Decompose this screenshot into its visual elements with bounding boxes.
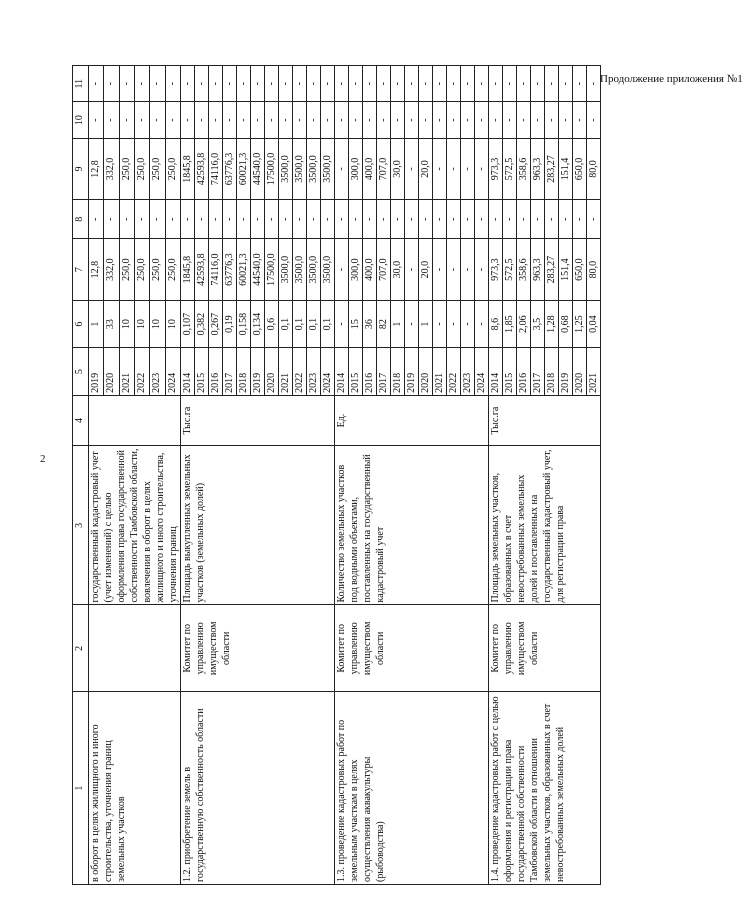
value-cell: - bbox=[134, 200, 149, 239]
value-cell: - bbox=[433, 239, 447, 300]
value-cell: 63776,3 bbox=[223, 138, 237, 199]
value-cell: 2,06 bbox=[517, 300, 531, 348]
value-cell: - bbox=[321, 200, 335, 239]
value-cell: 572,5 bbox=[503, 239, 517, 300]
value-cell: 0,19 bbox=[223, 300, 237, 348]
table-row bbox=[489, 66, 503, 885]
value-cell: 0,158 bbox=[237, 300, 251, 348]
year-cell: 2014 bbox=[489, 348, 503, 396]
value-cell: 3500,0 bbox=[293, 239, 307, 300]
value-cell: - bbox=[349, 66, 363, 102]
value-cell: 332,0 bbox=[104, 239, 119, 300]
value-cell: 0,382 bbox=[195, 300, 209, 348]
value-cell: 33 bbox=[104, 300, 119, 348]
value-cell: 963,3 bbox=[531, 239, 545, 300]
value-cell: 151,4 bbox=[559, 138, 573, 199]
value-cell: 44540,0 bbox=[251, 239, 265, 300]
value-cell: - bbox=[181, 200, 195, 239]
table-row bbox=[335, 66, 349, 885]
value-cell: - bbox=[391, 102, 405, 138]
value-cell: 151,4 bbox=[559, 239, 573, 300]
value-cell: - bbox=[349, 200, 363, 239]
value-cell: - bbox=[531, 102, 545, 138]
value-cell: - bbox=[503, 200, 517, 239]
year-cell: 2021 bbox=[279, 348, 293, 396]
value-cell: - bbox=[209, 66, 223, 102]
year-cell: 2021 bbox=[119, 348, 134, 396]
executor: Комитет по управлению имуществом области bbox=[489, 605, 601, 692]
value-cell: - bbox=[587, 66, 601, 102]
value-cell: - bbox=[265, 66, 279, 102]
value-cell: 250,0 bbox=[165, 239, 180, 300]
value-cell: - bbox=[119, 200, 134, 239]
value-cell: - bbox=[89, 200, 104, 239]
indicator: Площадь земельных участков, образованных в счет невостребованных земельных долей и поставленных на государственный кадастровый учет, для регистрации права bbox=[489, 446, 601, 605]
value-cell: 74116,0 bbox=[209, 138, 223, 199]
value-cell: 1845,8 bbox=[181, 239, 195, 300]
column-number: 1 bbox=[73, 692, 89, 885]
value-cell: 250,0 bbox=[150, 138, 165, 199]
value-cell: 10 bbox=[119, 300, 134, 348]
year-cell: 2021 bbox=[433, 348, 447, 396]
value-cell: - bbox=[181, 66, 195, 102]
value-cell: 283,27 bbox=[545, 239, 559, 300]
value-cell: - bbox=[447, 138, 461, 199]
value-cell: - bbox=[475, 66, 489, 102]
year-cell: 2021 bbox=[587, 348, 601, 396]
value-cell: 400,0 bbox=[363, 138, 377, 199]
value-cell: - bbox=[251, 66, 265, 102]
value-cell: - bbox=[573, 102, 587, 138]
value-cell: 3500,0 bbox=[321, 239, 335, 300]
continuation-label: Продолжение приложения №1 bbox=[600, 73, 743, 85]
year-cell: 2014 bbox=[335, 348, 349, 396]
value-cell: - bbox=[363, 102, 377, 138]
value-cell: - bbox=[165, 102, 180, 138]
value-cell: 3500,0 bbox=[279, 138, 293, 199]
value-cell: - bbox=[150, 66, 165, 102]
value-cell: 0,1 bbox=[321, 300, 335, 348]
value-cell: 74116,0 bbox=[209, 239, 223, 300]
value-cell: - bbox=[209, 102, 223, 138]
value-cell: - bbox=[119, 66, 134, 102]
value-cell: 1,28 bbox=[545, 300, 559, 348]
value-cell: - bbox=[573, 66, 587, 102]
value-cell: - bbox=[165, 200, 180, 239]
year-cell: 2019 bbox=[405, 348, 419, 396]
value-cell: 3500,0 bbox=[307, 138, 321, 199]
value-cell: 1845,8 bbox=[181, 138, 195, 199]
value-cell: 12,8 bbox=[89, 138, 104, 199]
value-cell: - bbox=[405, 66, 419, 102]
value-cell: 283,27 bbox=[545, 138, 559, 199]
year-cell: 2017 bbox=[377, 348, 391, 396]
value-cell: 36 bbox=[363, 300, 377, 348]
unit: Тыс.га bbox=[181, 395, 335, 445]
value-cell: 973,3 bbox=[489, 138, 503, 199]
value-cell: - bbox=[335, 239, 349, 300]
value-cell: 250,0 bbox=[134, 239, 149, 300]
year-cell: 2018 bbox=[545, 348, 559, 396]
indicator: государственный кадастровый учет (учет изменений) с целью оформления права государственной собственности Тамбовской области, вовлечения в оборот в целях жилищного и иного строительства, уточнения границ bbox=[89, 446, 181, 605]
value-cell: 300,0 bbox=[349, 239, 363, 300]
value-cell: 250,0 bbox=[119, 239, 134, 300]
value-cell: 1,25 bbox=[573, 300, 587, 348]
value-cell: 42593,8 bbox=[195, 138, 209, 199]
value-cell: 60021,3 bbox=[237, 138, 251, 199]
value-cell: - bbox=[545, 66, 559, 102]
value-cell: - bbox=[461, 239, 475, 300]
value-cell: - bbox=[335, 138, 349, 199]
value-cell: - bbox=[433, 66, 447, 102]
executor: Комитет по управлению имуществом области bbox=[181, 605, 335, 692]
value-cell: 973,3 bbox=[489, 239, 503, 300]
activity-name: 1.3. проведение кадастровых работ по земельным участкам в целях осуществления аквакультуры (рыбоводства) bbox=[335, 692, 489, 885]
value-cell: - bbox=[559, 200, 573, 239]
value-cell: - bbox=[475, 102, 489, 138]
year-cell: 2022 bbox=[134, 348, 149, 396]
value-cell: - bbox=[377, 66, 391, 102]
year-cell: 2016 bbox=[209, 348, 223, 396]
value-cell: 650,0 bbox=[573, 239, 587, 300]
value-cell: - bbox=[405, 239, 419, 300]
value-cell: - bbox=[251, 200, 265, 239]
value-cell: 250,0 bbox=[165, 138, 180, 199]
unit: Тыс.га bbox=[489, 395, 601, 445]
value-cell: 963,3 bbox=[531, 138, 545, 199]
value-cell: 17500,0 bbox=[265, 239, 279, 300]
year-cell: 2016 bbox=[363, 348, 377, 396]
value-cell: 0,6 bbox=[265, 300, 279, 348]
value-cell: - bbox=[503, 102, 517, 138]
value-cell: - bbox=[405, 200, 419, 239]
value-cell: - bbox=[104, 102, 119, 138]
value-cell: 3500,0 bbox=[279, 239, 293, 300]
year-cell: 2019 bbox=[89, 348, 104, 396]
value-cell: 10 bbox=[165, 300, 180, 348]
year-cell: 2024 bbox=[165, 348, 180, 396]
value-cell: 650,0 bbox=[573, 138, 587, 199]
column-number: 4 bbox=[73, 395, 89, 445]
year-cell: 2019 bbox=[251, 348, 265, 396]
value-cell: 358,6 bbox=[517, 239, 531, 300]
table-body bbox=[73, 66, 601, 885]
page-number: 2 bbox=[40, 453, 46, 465]
value-cell: - bbox=[307, 200, 321, 239]
value-cell: - bbox=[293, 102, 307, 138]
value-cell: - bbox=[503, 66, 517, 102]
value-cell: 80,0 bbox=[587, 138, 601, 199]
value-cell: - bbox=[150, 102, 165, 138]
value-cell: - bbox=[89, 102, 104, 138]
value-cell: - bbox=[475, 239, 489, 300]
activity-name: 1.2. приобретение земель в государственную собственность области bbox=[181, 692, 335, 885]
value-cell: - bbox=[433, 102, 447, 138]
value-cell: 0,68 bbox=[559, 300, 573, 348]
value-cell: - bbox=[517, 102, 531, 138]
value-cell: 250,0 bbox=[134, 138, 149, 199]
value-cell: 0,04 bbox=[587, 300, 601, 348]
value-cell: - bbox=[475, 200, 489, 239]
year-cell: 2020 bbox=[265, 348, 279, 396]
year-cell: 2022 bbox=[293, 348, 307, 396]
value-cell: - bbox=[321, 66, 335, 102]
value-cell: 80,0 bbox=[587, 239, 601, 300]
value-cell: 3500,0 bbox=[293, 138, 307, 199]
value-cell: - bbox=[349, 102, 363, 138]
value-cell: - bbox=[475, 138, 489, 199]
value-cell: 42593,8 bbox=[195, 239, 209, 300]
value-cell: 30,0 bbox=[391, 239, 405, 300]
value-cell: 0,1 bbox=[279, 300, 293, 348]
year-cell: 2016 bbox=[517, 348, 531, 396]
value-cell: - bbox=[293, 200, 307, 239]
value-cell: - bbox=[335, 102, 349, 138]
value-cell: - bbox=[89, 66, 104, 102]
value-cell: - bbox=[545, 102, 559, 138]
value-cell: - bbox=[489, 66, 503, 102]
value-cell: 1 bbox=[419, 300, 433, 348]
value-cell: - bbox=[119, 102, 134, 138]
year-cell: 2023 bbox=[307, 348, 321, 396]
value-cell: - bbox=[209, 200, 223, 239]
value-cell: - bbox=[237, 102, 251, 138]
column-number: 11 bbox=[73, 66, 89, 102]
value-cell: 1 bbox=[89, 300, 104, 348]
indicator: Количество земельных участков под водными объектами, поставленных на государственный кадастровый учет bbox=[335, 446, 489, 605]
column-number: 9 bbox=[73, 138, 89, 199]
value-cell: - bbox=[545, 200, 559, 239]
value-cell: - bbox=[195, 66, 209, 102]
value-cell: 15 bbox=[349, 300, 363, 348]
year-cell: 2017 bbox=[531, 348, 545, 396]
value-cell: 400,0 bbox=[363, 239, 377, 300]
year-cell: 2018 bbox=[237, 348, 251, 396]
value-cell: - bbox=[223, 102, 237, 138]
value-cell: - bbox=[587, 200, 601, 239]
value-cell: 250,0 bbox=[150, 239, 165, 300]
value-cell: - bbox=[419, 66, 433, 102]
value-cell: - bbox=[251, 102, 265, 138]
table-row bbox=[89, 66, 104, 885]
value-cell: 3,5 bbox=[531, 300, 545, 348]
value-cell: - bbox=[265, 102, 279, 138]
value-cell: 572,5 bbox=[503, 138, 517, 199]
value-cell: 30,0 bbox=[391, 138, 405, 199]
value-cell: - bbox=[559, 66, 573, 102]
value-cell: - bbox=[237, 66, 251, 102]
value-cell: 60021,3 bbox=[237, 239, 251, 300]
value-cell: - bbox=[237, 200, 251, 239]
value-cell: - bbox=[405, 102, 419, 138]
activity-name: 1.4. проведение кадастровых работ с целью оформления и регистрации права государственной собственности Тамбовской области в отношении земельных участков, образованных в счет невостребованных земельных долей bbox=[489, 692, 601, 885]
value-cell: 250,0 bbox=[119, 138, 134, 199]
activity-name: в оборот в целях жилищного и иного строительства, уточнения границ земельных участков bbox=[89, 692, 181, 885]
value-cell: 44540,0 bbox=[251, 138, 265, 199]
value-cell: - bbox=[377, 102, 391, 138]
value-cell: - bbox=[293, 66, 307, 102]
column-number: 7 bbox=[73, 239, 89, 300]
value-cell: 0,267 bbox=[209, 300, 223, 348]
year-cell: 2017 bbox=[223, 348, 237, 396]
value-cell: 10 bbox=[134, 300, 149, 348]
value-cell: - bbox=[461, 200, 475, 239]
value-cell: - bbox=[391, 66, 405, 102]
column-number: 6 bbox=[73, 300, 89, 348]
value-cell: - bbox=[335, 200, 349, 239]
value-cell: - bbox=[461, 102, 475, 138]
column-number-row bbox=[73, 66, 89, 885]
unit: Ед. bbox=[335, 395, 489, 445]
year-cell: 2024 bbox=[475, 348, 489, 396]
value-cell: 0,107 bbox=[181, 300, 195, 348]
executor: Комитет по управлению имуществом области bbox=[335, 605, 489, 692]
column-number: 8 bbox=[73, 200, 89, 239]
year-cell: 2020 bbox=[573, 348, 587, 396]
value-cell: - bbox=[461, 300, 475, 348]
value-cell: - bbox=[531, 66, 545, 102]
value-cell: - bbox=[433, 300, 447, 348]
year-cell: 2014 bbox=[181, 348, 195, 396]
value-cell: - bbox=[335, 66, 349, 102]
year-cell: 2020 bbox=[104, 348, 119, 396]
column-number: 5 bbox=[73, 348, 89, 396]
value-cell: - bbox=[531, 200, 545, 239]
value-cell: 332,0 bbox=[104, 138, 119, 199]
value-cell: - bbox=[433, 200, 447, 239]
value-cell: - bbox=[265, 200, 279, 239]
value-cell: - bbox=[447, 200, 461, 239]
value-cell: - bbox=[559, 102, 573, 138]
year-cell: 2019 bbox=[559, 348, 573, 396]
value-cell: - bbox=[335, 300, 349, 348]
value-cell: - bbox=[165, 66, 180, 102]
value-cell: - bbox=[195, 200, 209, 239]
value-cell: 20,0 bbox=[419, 138, 433, 199]
value-cell: 707,0 bbox=[377, 239, 391, 300]
value-cell: - bbox=[195, 102, 209, 138]
value-cell: - bbox=[279, 200, 293, 239]
value-cell: 358,6 bbox=[517, 138, 531, 199]
value-cell: - bbox=[587, 102, 601, 138]
value-cell: - bbox=[475, 300, 489, 348]
value-cell: - bbox=[405, 138, 419, 199]
value-cell: 17500,0 bbox=[265, 138, 279, 199]
column-number: 3 bbox=[73, 446, 89, 605]
year-cell: 2020 bbox=[419, 348, 433, 396]
value-cell: - bbox=[447, 66, 461, 102]
value-cell: - bbox=[447, 239, 461, 300]
value-cell: - bbox=[489, 200, 503, 239]
value-cell: - bbox=[363, 200, 377, 239]
value-cell: - bbox=[447, 102, 461, 138]
value-cell: 82 bbox=[377, 300, 391, 348]
year-cell: 2022 bbox=[447, 348, 461, 396]
value-cell: 1,85 bbox=[503, 300, 517, 348]
table-row bbox=[181, 66, 195, 885]
value-cell: 8,6 bbox=[489, 300, 503, 348]
year-cell: 2018 bbox=[391, 348, 405, 396]
year-cell: 2015 bbox=[349, 348, 363, 396]
value-cell: 300,0 bbox=[349, 138, 363, 199]
value-cell: - bbox=[377, 200, 391, 239]
year-cell: 2024 bbox=[321, 348, 335, 396]
value-cell: - bbox=[405, 300, 419, 348]
year-cell: 2023 bbox=[461, 348, 475, 396]
value-cell: - bbox=[447, 300, 461, 348]
value-cell: - bbox=[461, 138, 475, 199]
value-cell: 12,8 bbox=[89, 239, 104, 300]
value-cell: - bbox=[223, 66, 237, 102]
value-cell: 10 bbox=[150, 300, 165, 348]
value-cell: - bbox=[223, 200, 237, 239]
value-cell: - bbox=[363, 66, 377, 102]
value-cell: - bbox=[517, 66, 531, 102]
value-cell: 0,134 bbox=[251, 300, 265, 348]
value-cell: 63776,3 bbox=[223, 239, 237, 300]
value-cell: - bbox=[461, 66, 475, 102]
value-cell: - bbox=[307, 102, 321, 138]
value-cell: - bbox=[321, 102, 335, 138]
value-cell: - bbox=[279, 66, 293, 102]
program-table bbox=[72, 65, 601, 885]
value-cell: - bbox=[279, 102, 293, 138]
value-cell: 0,1 bbox=[307, 300, 321, 348]
value-cell: - bbox=[517, 200, 531, 239]
value-cell: 3500,0 bbox=[321, 138, 335, 199]
year-cell: 2023 bbox=[150, 348, 165, 396]
year-cell: 2015 bbox=[195, 348, 209, 396]
value-cell: 20,0 bbox=[419, 239, 433, 300]
value-cell: - bbox=[419, 102, 433, 138]
indicator: Площадь выкупленных земельных участков (земельных долей) bbox=[181, 446, 335, 605]
value-cell: - bbox=[573, 200, 587, 239]
rotated-table-container bbox=[72, 65, 632, 885]
value-cell: - bbox=[489, 102, 503, 138]
value-cell: - bbox=[181, 102, 195, 138]
value-cell: 0,1 bbox=[293, 300, 307, 348]
value-cell: - bbox=[433, 138, 447, 199]
value-cell: - bbox=[134, 66, 149, 102]
column-number: 2 bbox=[73, 605, 89, 692]
value-cell: - bbox=[391, 200, 405, 239]
value-cell: - bbox=[150, 200, 165, 239]
value-cell: 1 bbox=[391, 300, 405, 348]
value-cell: - bbox=[307, 66, 321, 102]
unit bbox=[89, 395, 181, 445]
value-cell: - bbox=[104, 200, 119, 239]
value-cell: - bbox=[134, 102, 149, 138]
value-cell: - bbox=[419, 200, 433, 239]
column-number: 10 bbox=[73, 102, 89, 138]
year-cell: 2015 bbox=[503, 348, 517, 396]
value-cell: - bbox=[104, 66, 119, 102]
value-cell: 3500,0 bbox=[307, 239, 321, 300]
value-cell: 707,0 bbox=[377, 138, 391, 199]
executor bbox=[89, 605, 181, 692]
